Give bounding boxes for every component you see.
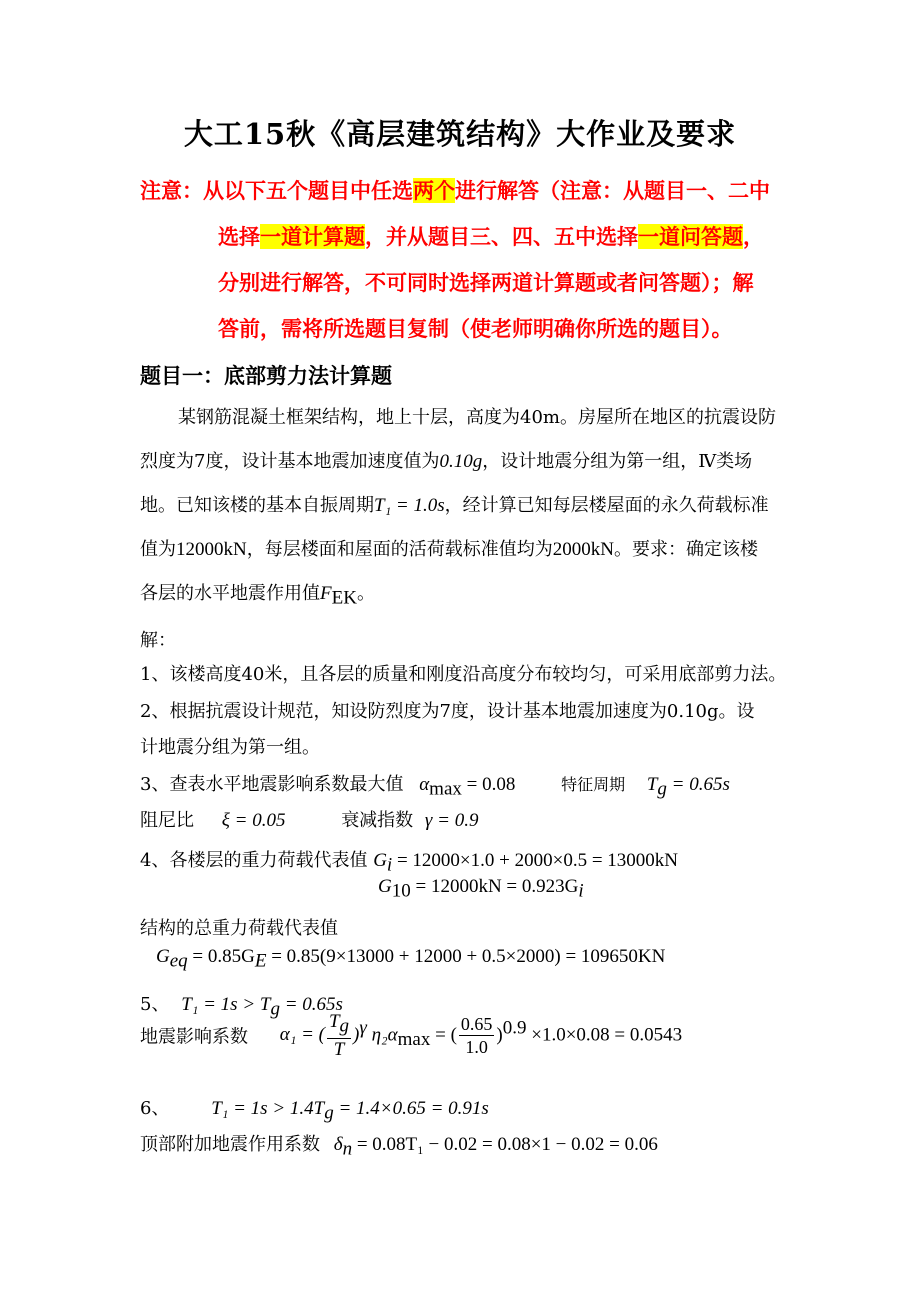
solution-step-5: 5、 $T_1 = 1s > T_g = 0.65s$ [140, 994, 343, 1020]
solution-step-2b: 计地震分组为第一组。 [140, 737, 320, 758]
q1-line-3: 地。已知该楼的基本自振周期T₁ = 1.0s，经计算已知每层楼屋面的永久荷载标准 [140, 495, 769, 516]
solution-step-4: 4、各楼层的重力荷载代表值 $G_i = 12000\times 1.0 + 2000\times 0.5 = 13000kN$ [140, 850, 679, 876]
notice-line-3: 分别进行解答，不可同时选择两道计算题或者问答题）；解 [218, 270, 754, 295]
notice-text: ，并从题目三、四、五中选择 [365, 224, 638, 249]
notice-highlight: 一道计算题 [260, 224, 365, 249]
damping-line: 阻尼比 ξ = 0.05 衰减指数 γ = 0.9 [140, 810, 479, 831]
document-title: 大工15秋《高层建筑结构》大作业及要求 [183, 117, 737, 151]
notice-highlight: 一道问答题 [638, 224, 743, 249]
top-floor-load: $G_{10} = 12000kN = 0.923G_i$ [378, 876, 584, 902]
seismic-coefficient-line: 地震影响系数 α₁ = ( $\frac{T_g}{T}$ )$^\gamma$ $\eta_2\alpha_{max}$ = ( $\frac{0.65}{1.0}$ )$^{0.9}$ ×1.0×0.08 = 0.0543 [140, 1011, 683, 1060]
notice-text: 进行解答（注意：从题目一、二中 [455, 178, 770, 203]
question-1-heading: 题目一：底部剪力法计算题 [140, 363, 392, 388]
q1-line-4: 值为12000kN，每层楼面和屋面的活荷载标准值均为2000kN。要求：确定该楼 [140, 539, 758, 560]
notice-text: 注意：从以下五个题目中任选 [140, 178, 413, 203]
solution-step-2a: 2、根据抗震设计规范，知设防烈度为7度，设计基本地震加速度为0.10g。设 [140, 701, 755, 722]
notice-line-1 [140, 168, 790, 214]
fraction-065-over-10: $\frac{0.65}{1.0}$ [460, 1013, 493, 1057]
top-additional-coefficient: 顶部附加地震作用系数 $\delta_n = 0.08T_1 - 0.02 = 0.08\times 1 - 0.02 = 0.06$ [140, 1134, 658, 1160]
notice-highlight: 两个 [413, 178, 455, 203]
notice-block [140, 168, 790, 352]
solution-step-1: 1、该楼高度40米，且各层的质量和刚度沿高度分布较均匀，可采用底部剪力法。 [140, 664, 787, 685]
question-1-body [140, 396, 785, 621]
total-load-label: 结构的总重力荷载代表值 [140, 918, 338, 939]
q1-line-1: 某钢筋混凝土框架结构，地上十层，高度为40m。房屋所在地区的抗震设防 [178, 407, 776, 428]
notice-line-4: 答前，需将所选题目复制（使老师明确你所选的题目）。 [218, 316, 733, 341]
q1-line-5: 各层的水平地震作用值$F_{EK}$。 [140, 583, 375, 609]
total-load-equation: $G_{eq} = 0.85G_E = 0.85(9\times 13000 + 12000 + 0.5\times 2000) = 109650KN$ [156, 946, 666, 972]
q1-line-2: 烈度为7度，设计基本地震加速度值为0.10g，设计地震分组为第一组，Ⅳ类场 [140, 451, 753, 472]
notice-line-2 [140, 214, 790, 260]
notice-text: 选择 [218, 224, 260, 249]
solution-step-6: 6、 $T_1 = 1s > 1.4T_g = 1.4\times 0.65 = 0.91s$ [140, 1098, 489, 1124]
fraction-tg-over-t: $\frac{T_g}{T}$ [328, 1011, 350, 1060]
solution-step-3: 3、查表水平地震影响系数最大值 $\alpha_{max} = 0.08$ 特征周期 $T_g = 0.65s$ [140, 774, 730, 800]
notice-text: ， [743, 224, 764, 249]
solution-label: 解： [140, 630, 176, 651]
